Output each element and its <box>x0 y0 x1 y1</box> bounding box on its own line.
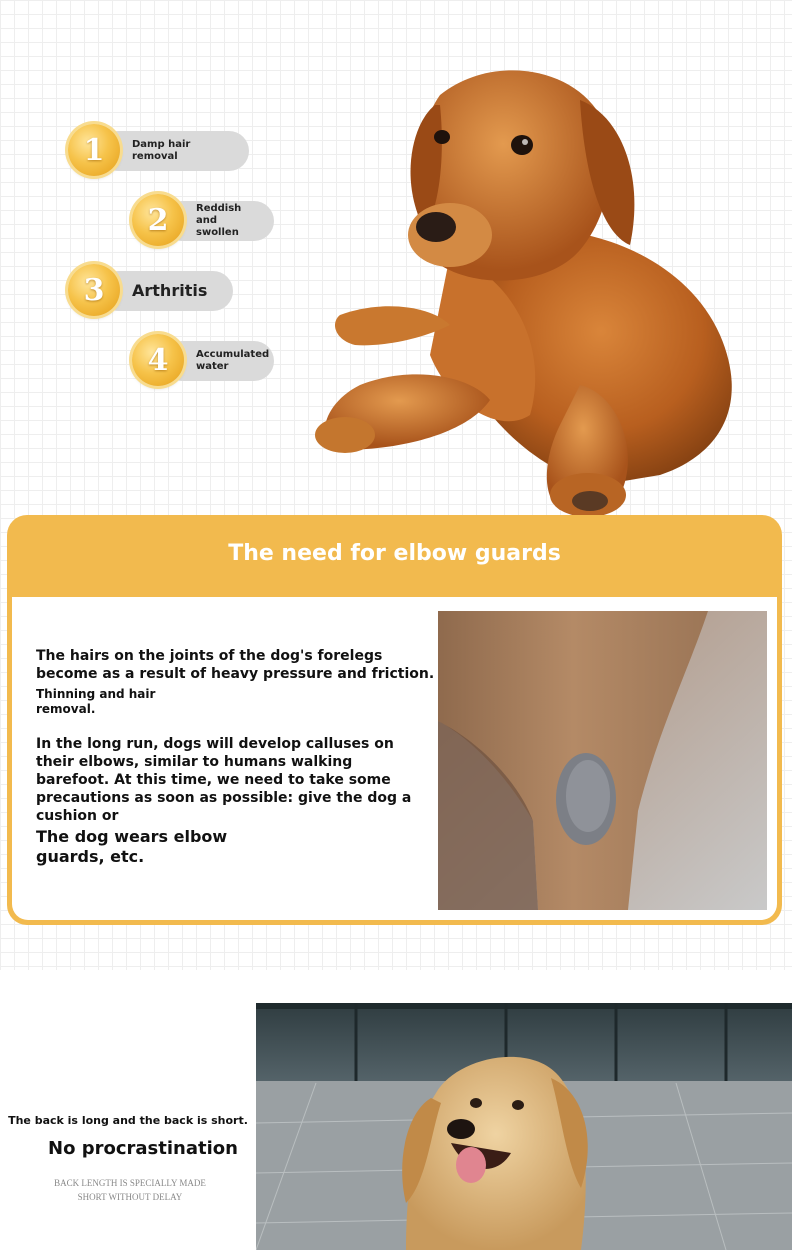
number-badge-1: 1 <box>68 124 120 176</box>
golden-retriever-photo <box>256 1003 792 1250</box>
feature-label-4: Accumulated water <box>196 349 270 372</box>
feature-label-1: Damp hair removal <box>132 139 191 162</box>
feature-pill-4 <box>147 341 274 381</box>
feature-pill-3 <box>83 271 233 311</box>
bottom-caption-line-1: BACK LENGTH IS SPECIALLY MADE <box>54 1178 206 1188</box>
bottom-subtitle: The back is long and the back is short. <box>8 1114 248 1127</box>
number-badge-2: 2 <box>132 194 184 246</box>
feature-label-3: Arthritis <box>132 281 208 301</box>
elbow-guard-panel <box>7 515 782 925</box>
bottom-title: No procrastination <box>48 1138 238 1159</box>
feature-pill-1 <box>83 131 249 171</box>
bottom-caption-line-2: SHORT WITHOUT DELAY <box>77 1191 183 1202</box>
number-badge-3: 3 <box>68 264 120 316</box>
panel-content <box>12 597 777 920</box>
feature-pill-2 <box>147 201 274 241</box>
number-badge-4: 4 <box>132 334 184 386</box>
panel-paragraph-3: The dog wears elbow guards, etc. <box>36 827 228 866</box>
bottom-caption <box>0 1177 260 1204</box>
panel-title: The need for elbow guards <box>228 541 561 566</box>
panel-paragraph-1: The hairs on the joints of the dog's forelegs become as a result of heavy pressure and friction. <box>36 648 435 682</box>
panel-paragraph-1-note: Thinning and hair removal. <box>36 687 156 716</box>
panel-paragraph-2: In the long run, dogs will develop calluses on their elbows, similar to humans walking barefoot. At this time, we need to take some precautions as soon as possible: give the dog a cushion or <box>36 736 412 824</box>
golden-retriever-image <box>300 55 760 525</box>
elbow-callus-photo <box>438 611 767 910</box>
feature-label-2: Reddish and swollen <box>196 203 242 238</box>
